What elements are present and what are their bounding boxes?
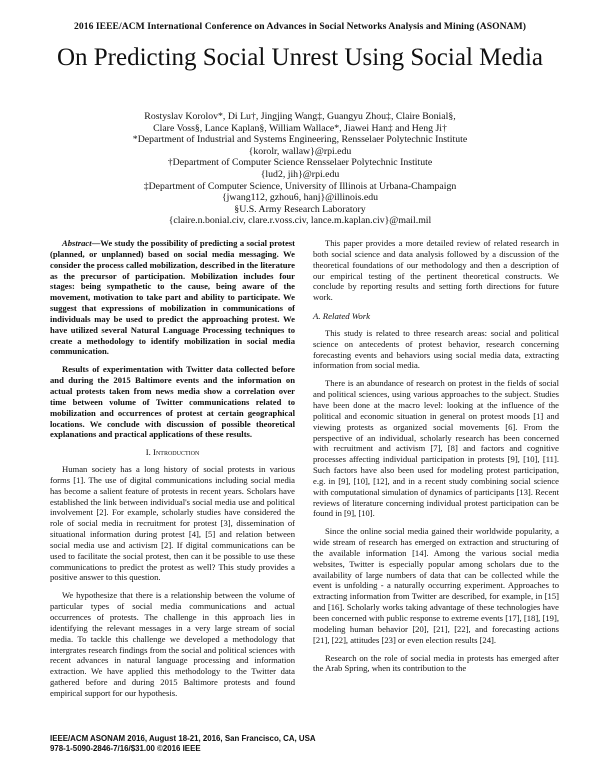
footer-line-2: 978-1-5090-2846-7/16/$31.00 ©2016 IEEE bbox=[50, 744, 201, 753]
intro-paragraph-1: Human society has a long history of social protests in various forms [1]. The use of digital communications including social media has become a salient feature of protests in recent years. Scholars have established the link between individual's social media use and political involvement [2]. For example, scholarly studies have considered the role of social media in recruitment for protest [3], dissemination of situational information during protest [4], [5] and relation between social media use and activism [2]. If digital communications can be used to facilitate the social protest, then can it be possible to use these communications to predict the protest as well? This study provides a positive answer to this question. bbox=[50, 464, 295, 583]
author-line-2: Clare Voss§, Lance Kaplan§, William Wallace*, Jiawei Han‡ and Heng Ji† bbox=[153, 122, 447, 134]
section-heading-introduction: I. Introduction bbox=[145, 447, 200, 458]
right-column bbox=[313, 238, 559, 681]
author-line-1: Rostyslav Korolov*, Di Lu†, Jingjing Wang‡, Guangyu Zhou‡, Claire Bonial§, bbox=[144, 111, 456, 122]
abstract-paragraph-1 bbox=[50, 238, 295, 357]
body-paragraph-1: This paper provides a more detailed review of related research in both social science and data analysis followed by a discussion of the theoretical foundations of our methodology and then a description of our empirical testing of the pertinent theoretical constructs. We conclude by reporting results and setting forth directions for future work. bbox=[313, 238, 559, 303]
body-paragraph-5: Research on the role of social media in protests has emerged after the Arab Spring, when its contribution to the bbox=[313, 652, 559, 674]
email-1: {korolr, wallaw}@rpi.edu bbox=[248, 145, 352, 157]
author-block bbox=[50, 111, 550, 227]
affiliation-1: *Department of Industrial and Systems Engineering, Rensselaer Polytechnic Institute bbox=[132, 134, 468, 146]
email-2: {lud2, jih}@rpi.edu bbox=[260, 168, 340, 180]
paper-title: On Predicting Social Unrest Using Social Media bbox=[56, 44, 544, 71]
conference-header: 2016 IEEE/ACM International Conference on Advances in Social Networks Analysis and Mining (ASONAM) bbox=[74, 21, 526, 32]
body-paragraph-2: This study is related to three research areas: social and political science on antecedents of protest behavior, research concerning forecasting events and behaviors using social media data, extracting information from social media. bbox=[313, 327, 559, 371]
abstract-lead: Abstract bbox=[62, 238, 92, 248]
copyright-footer bbox=[50, 734, 350, 754]
footer-line-1: IEEE/ACM ASONAM 2016, August 18-21, 2016, San Francisco, CA, USA bbox=[50, 734, 316, 743]
affiliation-3: ‡Department of Computer Science, University of Illinois at Urbana-Champaign bbox=[143, 180, 457, 192]
body-paragraph-3: There is an abundance of research on protest in the fields of social and political sciences, using various approaches to the subject. Studies have been done at the macro level: looking at the influence of the political and economic situation in general on protest moods [1] and viewing protests as organized social movements [6]. From the perspective of an individual, scholarly research has been concerned with recruitment and activism [7], [8] and factors and cognitive processes affecting individual participation in protests [9], [10], [11]. Such factors have also been used for modeling protest participation, e.g. in [9], [10], [12], and in a recent study combining social science with computational simulation of dynamics of participants [13]. Recent reviews of literature concerning individual protest participation can be found in [9], [10]. bbox=[313, 378, 559, 519]
body-paragraph-4: Since the online social media gained their worldwide popularity, a wide stream of research has emerged on extraction and structuring of the available information [14]. Among the various social media websites, Twitter is especially popular among scholars due to the availability of large numbers of data that can be collected while the event is unfolding - a naturally occurring experiment. Approaches to extracting information from Twitter are described, for example, in [15] and [16]. Scholarly works taking advantage of these technologies have been concerned with public response to extreme events [17], [18], [19], modeling human behavior [20], [21], [22], and forecasting actions [21], [22], attitudes [23] or even election results [24]. bbox=[313, 526, 559, 645]
left-column bbox=[50, 238, 295, 706]
intro-paragraph-2: We hypothesize that there is a relationship between the volume of particular types of social media communications and actual occurrences of protests. The challenge in this approach lies in identifying the relevant messages in a very large stream of social media. To tackle this challenge we developed a methodology that intergrates research findings from the social and political sciences with recent advances in natural language processing and information extraction. We have applied this methodology to the Twitter data gathered before and during 2015 Baltimore protests and found empirical support for our hypothesis. bbox=[50, 590, 295, 698]
email-4: {claire.n.bonial.civ, clare.r.voss.civ, lance.m.kaplan.civ}@mail.mil bbox=[168, 215, 432, 227]
affiliation-2: †Department of Computer Science Rensselaer Polytechnic Institute bbox=[167, 157, 433, 169]
subsection-heading-related-work: A. Related Work bbox=[313, 311, 371, 322]
abstract-paragraph-2: Results of experimentation with Twitter data collected before and during the 2015 Baltimore events and the information on actual protests taken from news media show a correlation over time between volume of Twitter communications related to mobilization and occurrences of protest at certain geographical locations. We conclude with discussion of possible theoretical explanations and practical applications of these results. bbox=[50, 364, 295, 440]
affiliation-4: §U.S. Army Research Laboratory bbox=[234, 203, 366, 215]
abstract-text-1: —We study the possibility of predicting a social protest (planned, or unplanned) based on social media messaging. We consider the process called mobilization, described in the literature as the precursor of participation. Mobilization includes four stages: being sympathetic to the cause, being aware of the movement, motivation to take part and ability to participate. We suggest that expressions of mobilization in communications of individuals may be used to predict the approaching protest. We have utilized several Natural Language Processing techniques to create a methodology to identify mobilization in social media communication. bbox=[50, 238, 295, 357]
email-3: {jwang112, gzhou6, hanj}@illinois.edu bbox=[221, 192, 379, 204]
